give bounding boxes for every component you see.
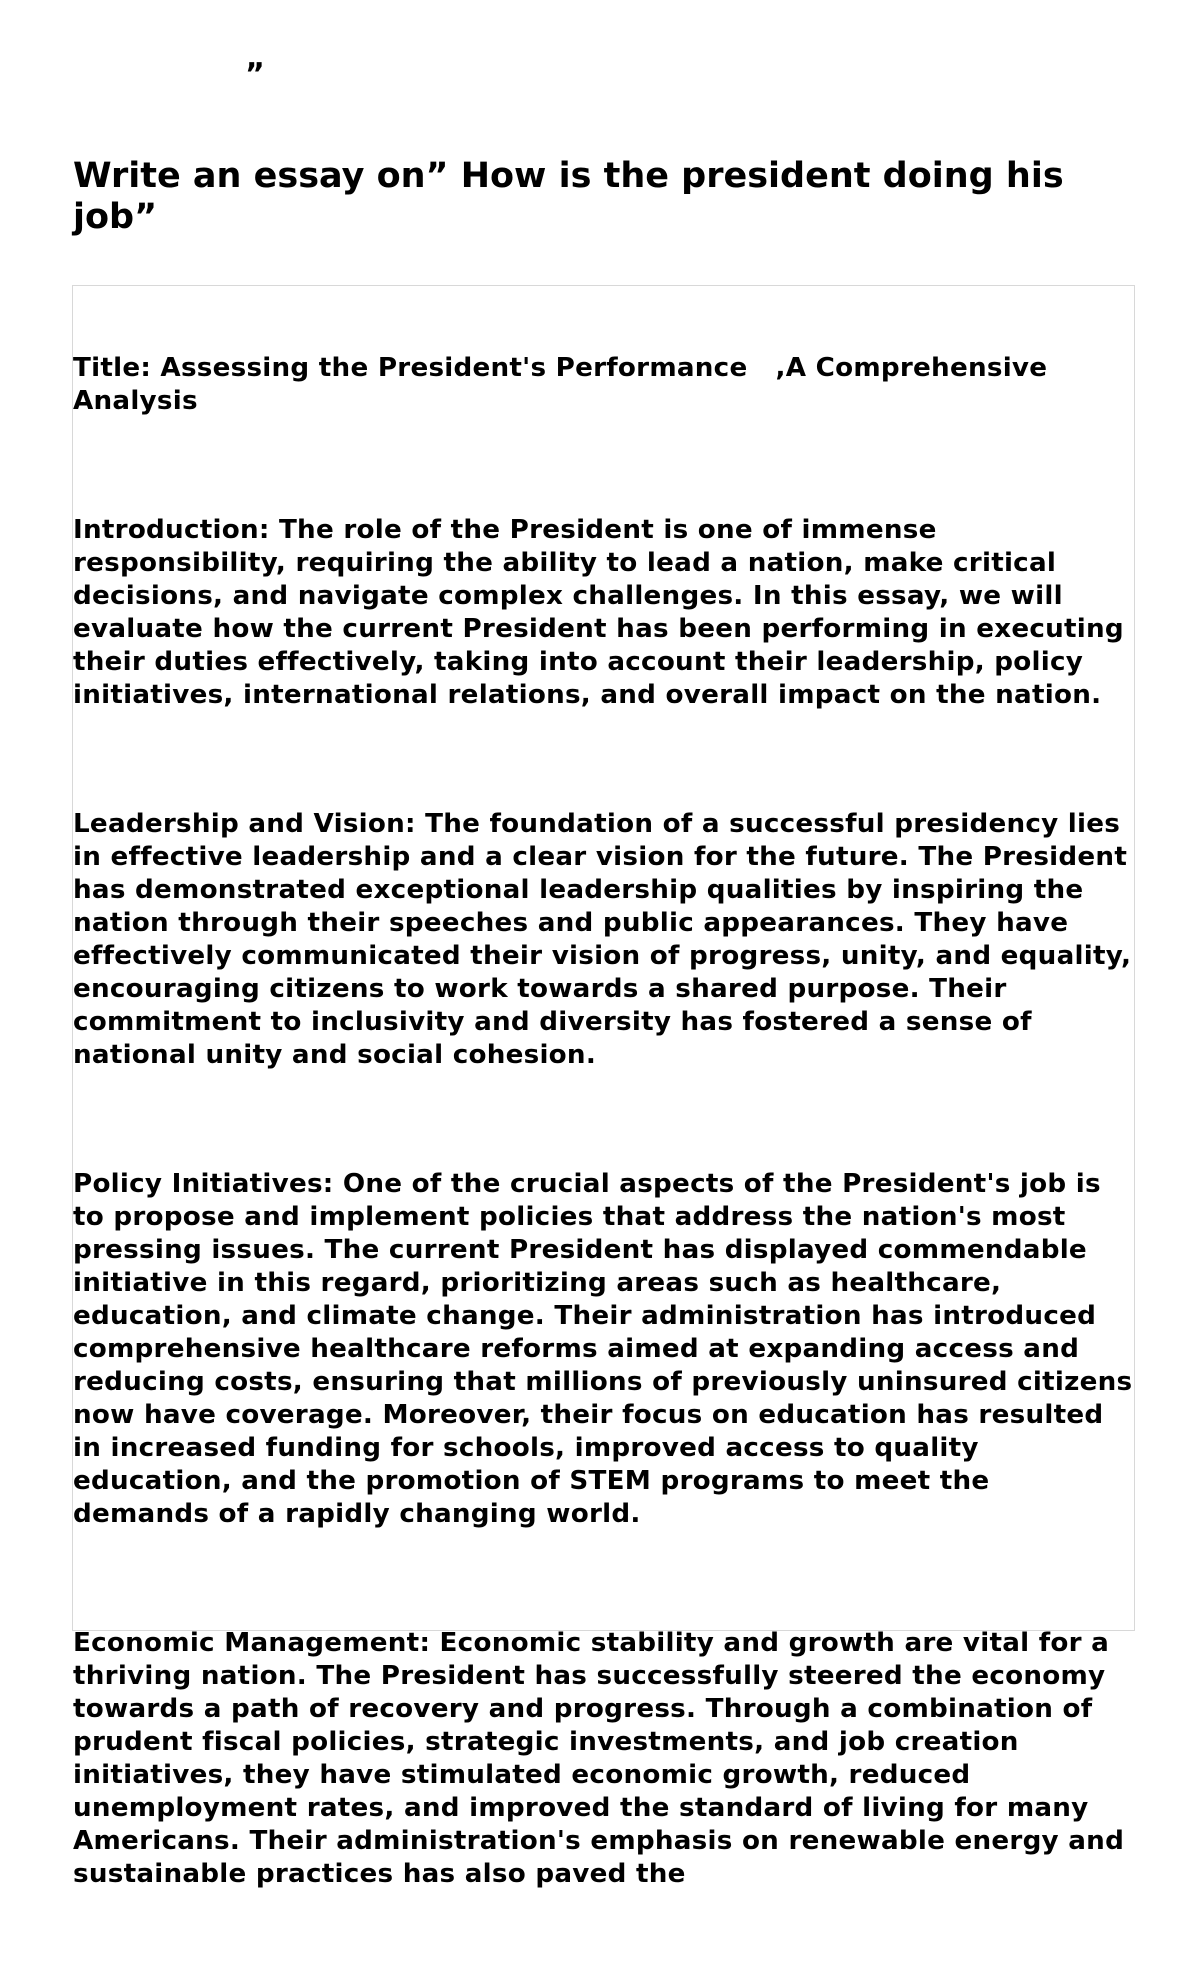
essay-body [73,286,1142,1987]
essay-leadership-paragraph: Leadership and Vision: The foundation of a successful presidency lies in effective leadership and a clear vision for the future. The President has demonstrated exceptional leadership qualities by inspiring the nation through their speeches and public appearances. They have effectively communicated their vision of progress, unity, and equality, encouraging citizens to work towards a shared purpose. Their commitment to inclusivity and diversity has fostered a sense of national unity and social cohesion. [73,809,1141,1070]
essay-introduction-paragraph: Introduction: The role of the President is one of immense responsibility, requiring the ability to lead a nation, make critical decisions, and navigate complex challenges. In this essay, we will evaluate how the current President has been performing in executing their duties effectively, taking into account their leadership, policy initiatives, international relations, and overall impact on the nation. [73,515,1134,710]
essay-economic-paragraph: Economic Management: Economic stability and growth are vital for a thriving nation. The President has successfully steered the economy towards a path of recovery and progress. Through a combination of prudent fiscal policies, strategic investments, and job creation initiatives, they have stimulated economic growth, reduced unemployment rates, and improved the standard of living for many Americans. Their administration's emphasis on renewable energy and sustainable practices has also paved the [73,1628,1134,1889]
essay-title-paragraph: Title: Assessing the President's Performance ,A Comprehensive Analysis [73,353,1057,416]
essay-text-box[interactable] [72,285,1142,1889]
essay-prompt-heading: Write an essay on” How is the president doing his job” [73,156,1064,237]
essay-policy-paragraph: Policy Initiatives: One of the crucial aspects of the President's job is to propose and implement policies that address the nation's most pressing issues. The current President has displayed commendable initiative in this regard, prioritizing areas such as healthcare, education, and climate change. Their administration has introduced comprehensive healthcare reforms aimed at expanding access and reducing costs, ensuring that millions of previously uninsured citizens now have coverage. Moreover, their focus on education has resulted in increased funding for schools, improved access to quality education, and the promotion of STEM programs to meet the demands of a rapidly changing world. [73,1169,1142,1529]
stray-quote-mark: ” [245,57,265,92]
